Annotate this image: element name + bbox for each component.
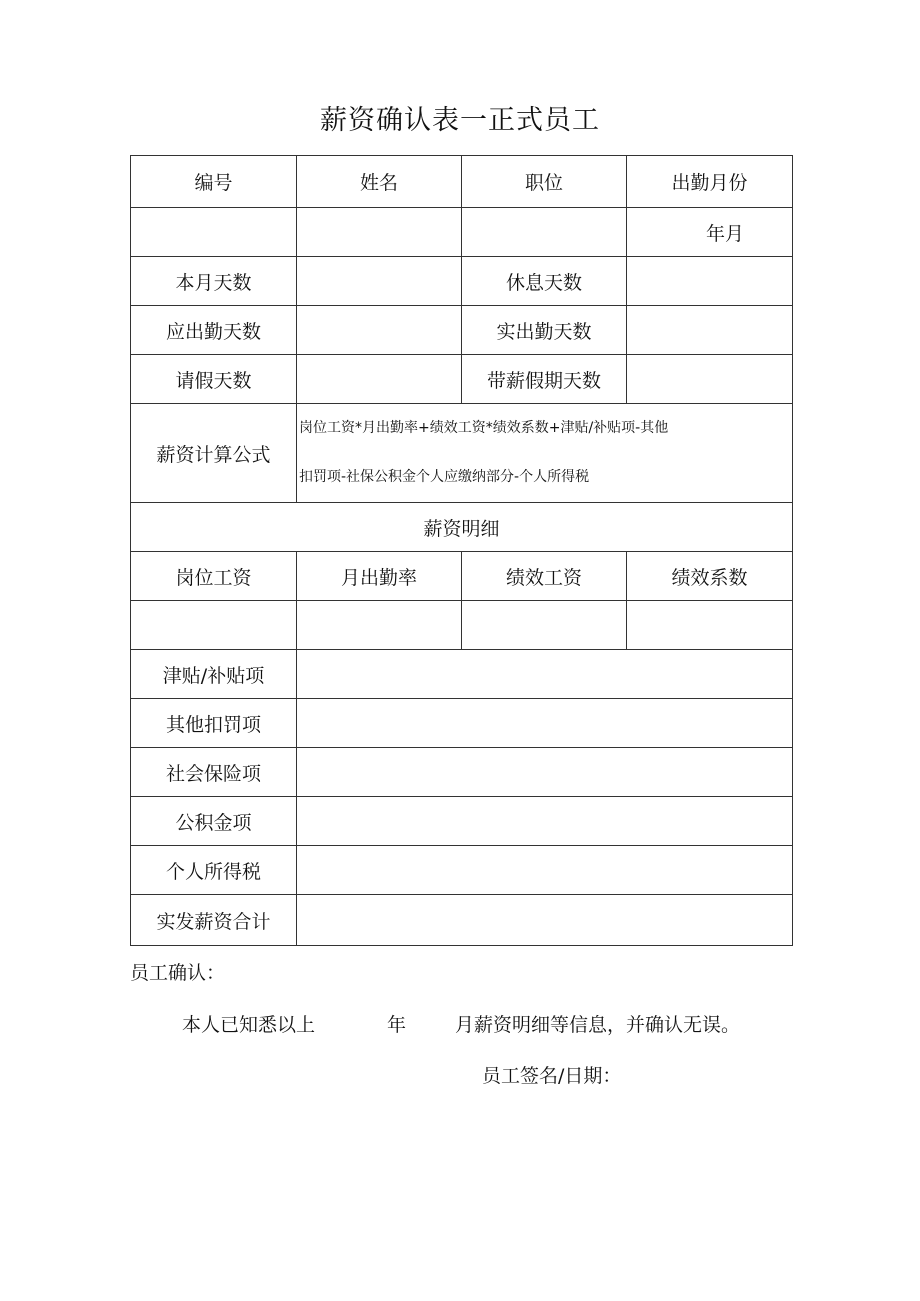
page-title: 薪资确认表一正式员工 xyxy=(320,105,600,136)
signature-date-label: 员工签名/日期： xyxy=(482,1065,622,1087)
month-days-row xyxy=(131,257,793,306)
formula-row xyxy=(131,404,793,503)
month-days-label: 本月天数 xyxy=(131,257,297,306)
salary-table xyxy=(130,155,793,946)
housing-fund-row xyxy=(131,797,793,846)
deduction-label: 其他扣罚项 xyxy=(131,699,297,748)
attendance-rate-label: 月出勤率 xyxy=(297,552,462,601)
attendance-rate-value[interactable] xyxy=(297,601,462,650)
performance-coef-value[interactable] xyxy=(627,601,793,650)
employee-confirm-label: 员工确认： xyxy=(130,962,226,984)
social-insurance-row xyxy=(131,748,793,797)
id-value-cell[interactable] xyxy=(131,208,297,257)
position-value-cell[interactable] xyxy=(462,208,627,257)
detail-value-row xyxy=(131,601,793,650)
leave-days-row xyxy=(131,355,793,404)
income-tax-row xyxy=(131,846,793,895)
actual-days-label: 实出勤天数 xyxy=(462,306,627,355)
formula-line-1: 岗位工资*月出勤率+绩效工资*绩效系数+津贴/补贴项-其他 xyxy=(299,420,669,436)
leave-days-value[interactable] xyxy=(297,355,462,404)
month-days-value[interactable] xyxy=(297,257,462,306)
statement-year: 年 xyxy=(387,1014,407,1036)
housing-fund-label: 公积金项 xyxy=(131,797,297,846)
allowance-label: 津贴/补贴项 xyxy=(131,650,297,699)
formula-line-2: 扣罚项-社保公积金个人应缴纳部分-个人所得税 xyxy=(299,469,590,485)
social-insurance-label: 社会保险项 xyxy=(131,748,297,797)
detail-title-row xyxy=(131,503,793,552)
detail-title: 薪资明细 xyxy=(131,503,793,552)
paid-leave-days-value[interactable] xyxy=(627,355,793,404)
month-value-cell[interactable]: 年月 xyxy=(627,208,793,257)
housing-fund-value[interactable] xyxy=(297,797,793,846)
formula-text xyxy=(297,404,793,503)
performance-pay-label: 绩效工资 xyxy=(462,552,627,601)
actual-days-value[interactable] xyxy=(627,306,793,355)
detail-header-row xyxy=(131,552,793,601)
required-days-label: 应出勤天数 xyxy=(131,306,297,355)
leave-days-label: 请假天数 xyxy=(131,355,297,404)
net-total-row xyxy=(131,895,793,946)
rest-days-value[interactable] xyxy=(627,257,793,306)
rest-days-label: 休息天数 xyxy=(462,257,627,306)
required-days-value[interactable] xyxy=(297,306,462,355)
income-tax-value[interactable] xyxy=(297,846,793,895)
income-tax-label: 个人所得税 xyxy=(131,846,297,895)
header-month: 出勤月份 xyxy=(627,156,793,208)
net-total-label: 实发薪资合计 xyxy=(131,895,297,946)
performance-coef-label: 绩效系数 xyxy=(627,552,793,601)
deduction-value[interactable] xyxy=(297,699,793,748)
deduction-row xyxy=(131,699,793,748)
net-total-value[interactable] xyxy=(297,895,793,946)
header-value-row xyxy=(131,208,793,257)
header-name: 姓名 xyxy=(297,156,462,208)
required-days-row xyxy=(131,306,793,355)
allowance-value[interactable] xyxy=(297,650,793,699)
name-value-cell[interactable] xyxy=(297,208,462,257)
social-insurance-value[interactable] xyxy=(297,748,793,797)
header-id: 编号 xyxy=(131,156,297,208)
header-position: 职位 xyxy=(462,156,627,208)
base-salary-value[interactable] xyxy=(131,601,297,650)
base-salary-label: 岗位工资 xyxy=(131,552,297,601)
statement-part-2: 月薪资明细等信息，并确认无误。 xyxy=(455,1014,741,1036)
statement-part-1: 本人已知悉以上 xyxy=(182,1014,316,1036)
performance-pay-value[interactable] xyxy=(462,601,627,650)
header-row xyxy=(131,156,793,208)
formula-label: 薪资计算公式 xyxy=(131,404,297,503)
paid-leave-days-label: 带薪假期天数 xyxy=(462,355,627,404)
allowance-row xyxy=(131,650,793,699)
